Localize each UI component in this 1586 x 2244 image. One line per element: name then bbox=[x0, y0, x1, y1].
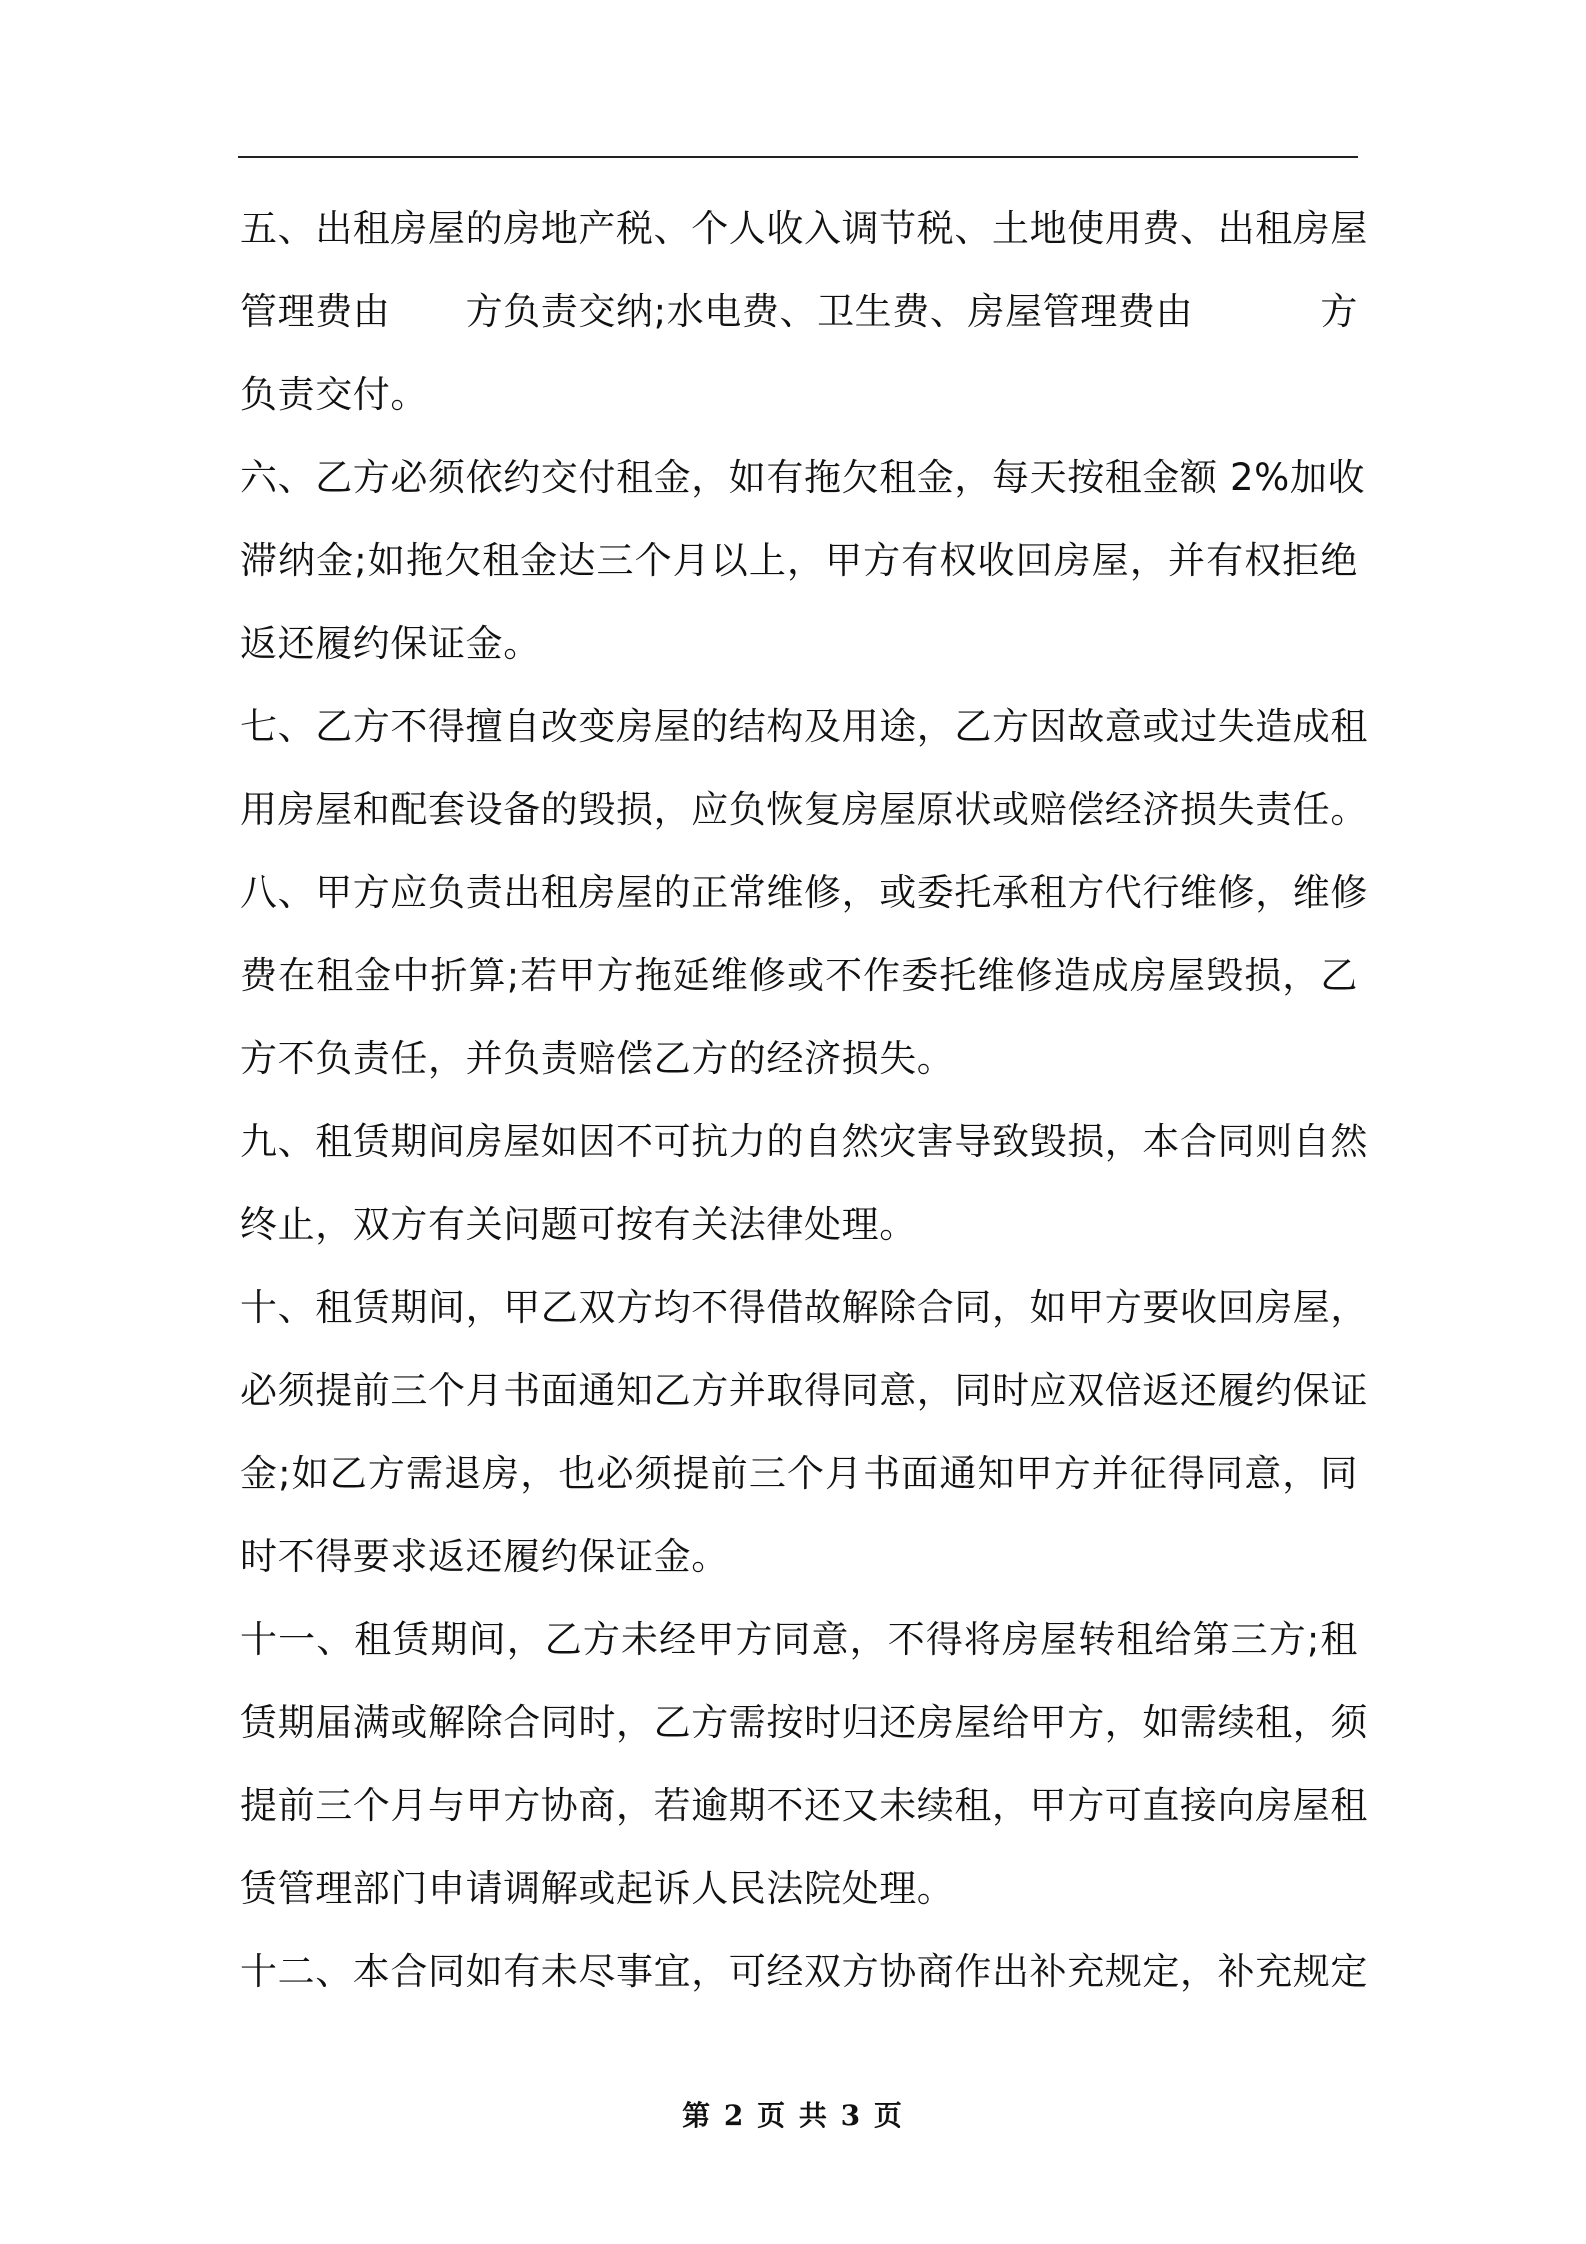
text-line: 九、租赁期间房屋如因不可抗力的自然灾害导致毁损，本合同则自然 bbox=[240, 1120, 1368, 1163]
text-line: 五、出租房屋的房地产税、个人收入调节税、土地使用费、出租房屋 bbox=[240, 207, 1368, 250]
clause-9 bbox=[240, 1100, 1368, 1266]
clause-7 bbox=[240, 685, 1368, 851]
clause-11 bbox=[240, 1598, 1368, 1930]
text-line: 方不负责任，并负责赔偿乙方的经济损失。 bbox=[240, 1037, 955, 1080]
text-line: 七、乙方不得擅自改变房屋的结构及用途，乙方因故意或过失造成租 bbox=[240, 705, 1368, 748]
text-line: 赁管理部门申请调解或起诉人民法院处理。 bbox=[240, 1867, 955, 1910]
page-footer bbox=[0, 2094, 1586, 2134]
text-line: 八、甲方应负责出租房屋的正常维修，或委托承租方代行维修，维修 bbox=[240, 871, 1368, 914]
page-number: 第 2 页 共 3 页 bbox=[682, 2099, 904, 2132]
text-line: 负责交付。 bbox=[240, 373, 428, 416]
text-line: 时不得要求返还履约保证金。 bbox=[240, 1535, 729, 1578]
text-segment: 方 bbox=[1320, 290, 1358, 333]
text-line: 滞纳金;如拖欠租金达三个月以上，甲方有权收回房屋，并有权拒绝 bbox=[240, 539, 1358, 582]
header-rule bbox=[238, 156, 1358, 158]
text-line: 用房屋和配套设备的毁损，应负恢复房屋原状或赔偿经济损失责任。 bbox=[240, 788, 1368, 831]
text-line: 提前三个月与甲方协商，若逾期不还又未续租，甲方可直接向房屋租 bbox=[240, 1784, 1368, 1827]
text-line: 金;如乙方需退房，也必须提前三个月书面通知甲方并征得同意，同 bbox=[240, 1452, 1358, 1495]
text-line: 费在租金中折算;若甲方拖延维修或不作委托维修造成房屋毁损，乙 bbox=[240, 954, 1358, 997]
clause-10 bbox=[240, 1266, 1368, 1598]
clause-5 bbox=[240, 187, 1368, 436]
text-line bbox=[240, 270, 1358, 353]
text-line: 六、乙方必须依约交付租金，如有拖欠租金，每天按租金额 2%加收 bbox=[240, 456, 1366, 499]
text-line: 十一、租赁期间，乙方未经甲方同意，不得将房屋转租给第三方;租 bbox=[240, 1618, 1358, 1661]
text-line: 十二、本合同如有未尽事宜，可经双方协商作出补充规定，补充规定 bbox=[240, 1950, 1368, 1993]
text-line: 十、租赁期间，甲乙双方均不得借故解除合同，如甲方要收回房屋， bbox=[240, 1286, 1368, 1329]
clause-6 bbox=[240, 436, 1366, 685]
text-line: 必须提前三个月书面通知乙方并取得同意，同时应双倍返还履约保证 bbox=[240, 1369, 1368, 1412]
clause-8 bbox=[240, 851, 1368, 1100]
text-line: 赁期届满或解除合同时，乙方需按时归还房屋给甲方，如需续租，须 bbox=[240, 1701, 1368, 1744]
text-line: 终止，双方有关问题可按有关法律处理。 bbox=[240, 1203, 917, 1246]
text-line: 返还履约保证金。 bbox=[240, 622, 541, 665]
text-segment: 管理费由 方负责交纳;水电费、卫生费、房屋管理费由 bbox=[240, 290, 1194, 333]
clause-12 bbox=[240, 1930, 1368, 2013]
document-body bbox=[240, 187, 1368, 2013]
